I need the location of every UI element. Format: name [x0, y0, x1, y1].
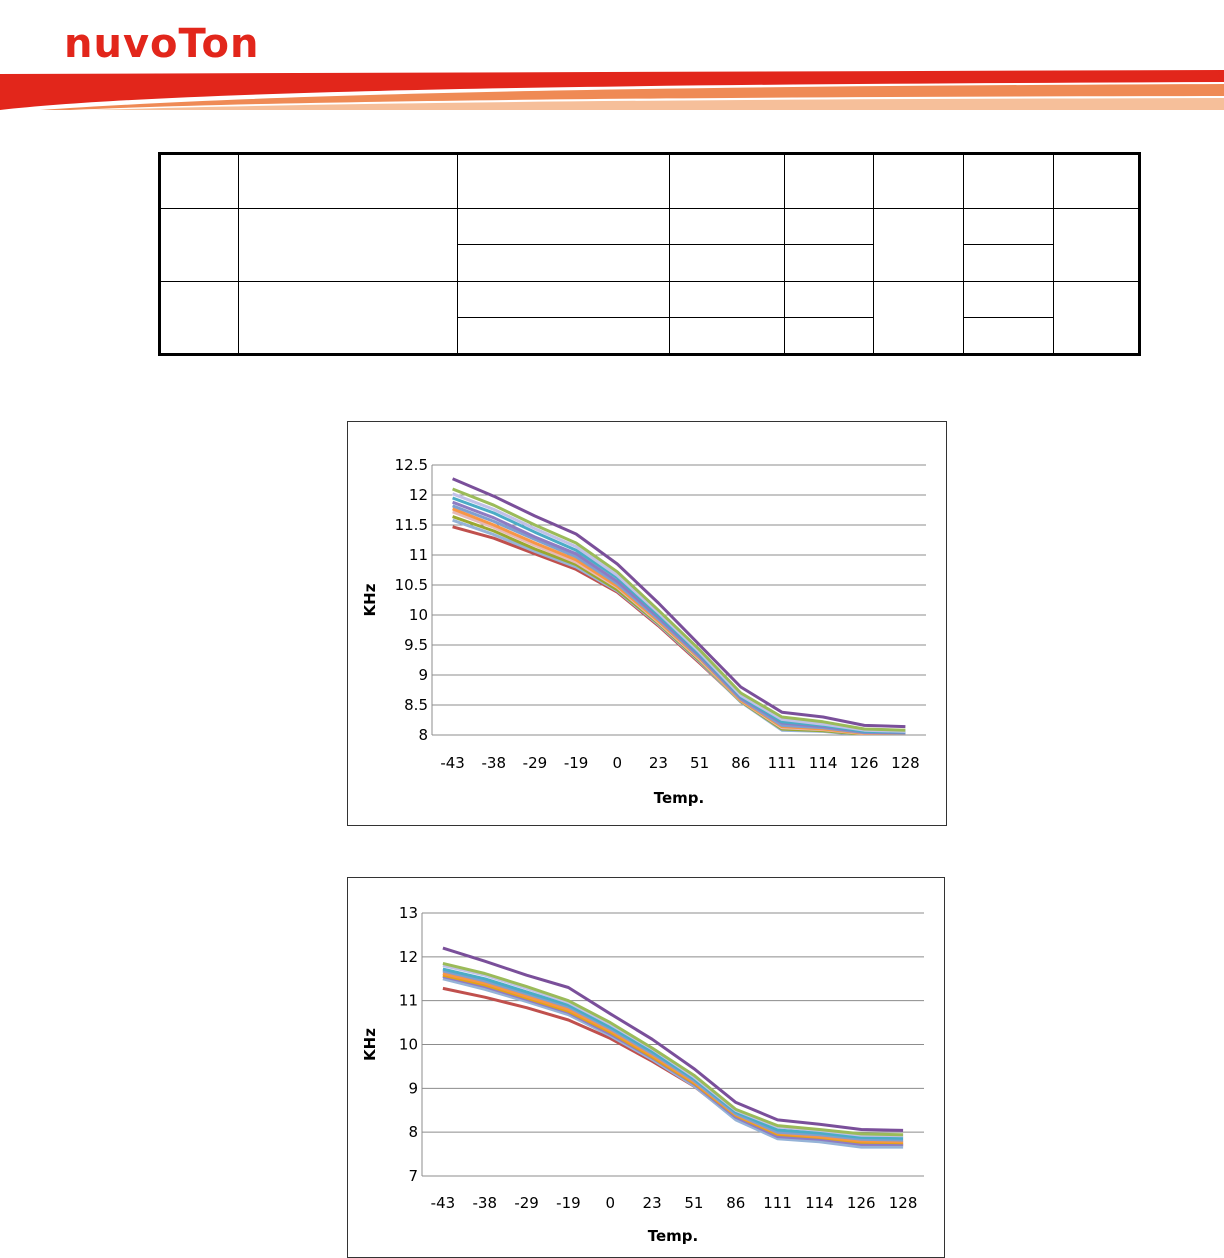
x-tick-label: 111	[763, 1194, 792, 1212]
x-tick-label: 51	[690, 754, 710, 772]
table-cell	[239, 282, 458, 355]
x-tick-label: -43	[440, 754, 465, 772]
table-cell	[670, 282, 785, 318]
y-tick-label: 8	[418, 726, 428, 744]
table-cell	[458, 318, 670, 355]
table-cell	[670, 318, 785, 355]
x-axis-title: Temp.	[647, 1227, 699, 1245]
header-stripes	[0, 0, 1224, 115]
table-cell	[458, 282, 670, 318]
y-tick-label: 9	[418, 666, 428, 684]
y-tick-label: 12	[398, 947, 418, 966]
table-cell	[874, 154, 964, 209]
x-tick-label: 126	[846, 1194, 876, 1212]
table-cell	[785, 154, 874, 209]
table-cell	[874, 209, 964, 282]
x-tick-label: -43	[430, 1194, 456, 1212]
table-row	[160, 209, 1140, 245]
table-cell	[964, 209, 1054, 245]
chart-svg-2	[348, 878, 944, 1257]
y-tick-label: 9	[408, 1079, 418, 1098]
y-axis-title: KHz	[361, 583, 379, 617]
y-tick-label: 11	[398, 991, 418, 1010]
table-cell	[964, 318, 1054, 355]
chart-frequency-vs-temp-1	[347, 421, 947, 826]
table-cell	[1054, 154, 1140, 209]
table-cell	[785, 209, 874, 245]
table-cell	[964, 245, 1054, 282]
table-cell	[160, 154, 239, 209]
x-tick-label: -29	[522, 754, 548, 772]
table-cell	[458, 209, 670, 245]
y-tick-label: 11.5	[394, 516, 428, 534]
x-tick-label: 0	[612, 754, 623, 772]
x-tick-label: 111	[767, 754, 797, 772]
x-tick-label: -19	[556, 1194, 581, 1212]
y-tick-label: 11	[408, 546, 428, 564]
x-tick-label: 86	[731, 754, 751, 772]
y-tick-label: 9.5	[404, 636, 428, 654]
table-cell	[1054, 282, 1140, 355]
y-tick-label: 8	[408, 1123, 418, 1142]
table-cell	[874, 282, 964, 355]
table-cell	[160, 209, 239, 282]
chart-frequency-vs-temp-2	[347, 877, 945, 1258]
table-cell	[670, 154, 785, 209]
x-tick-label: 128	[888, 1194, 918, 1212]
table-cell	[239, 209, 458, 282]
x-axis-title: Temp.	[653, 789, 705, 807]
x-tick-label: 0	[605, 1194, 616, 1212]
y-tick-label: 10.5	[394, 576, 428, 594]
y-tick-label: 13	[398, 904, 418, 922]
table-cell	[458, 245, 670, 282]
table-cell	[785, 245, 874, 282]
table-cell	[1054, 209, 1140, 282]
x-tick-label: 128	[891, 754, 920, 772]
y-axis-title: KHz	[361, 1028, 379, 1061]
chart-svg-1	[348, 422, 946, 825]
series-line	[453, 520, 906, 735]
series-line	[443, 948, 903, 1130]
x-tick-label: 114	[805, 1194, 834, 1212]
table-cell	[239, 154, 458, 209]
table-header-row	[160, 154, 1140, 209]
table-cell	[670, 209, 785, 245]
y-tick-label: 12	[408, 486, 428, 504]
brand-logo: nuvoTon	[64, 21, 260, 67]
x-tick-label: 126	[849, 754, 879, 772]
page-header	[0, 0, 1224, 115]
y-tick-label: 12.5	[394, 456, 428, 474]
x-tick-label: -19	[563, 754, 589, 772]
x-tick-label: 86	[726, 1194, 746, 1212]
table-cell	[670, 245, 785, 282]
table-cell	[160, 282, 239, 355]
x-tick-label: -38	[472, 1194, 497, 1212]
table-cell	[785, 282, 874, 318]
x-tick-label: -38	[481, 754, 506, 772]
x-tick-label: -29	[514, 1194, 539, 1212]
x-tick-label: 23	[642, 1194, 662, 1212]
table-row	[160, 282, 1140, 318]
series-line	[453, 479, 906, 727]
x-tick-label: 114	[808, 754, 838, 772]
table-cell	[785, 318, 874, 355]
table-cell	[964, 154, 1054, 209]
table-cell	[964, 282, 1054, 318]
x-tick-label: 51	[684, 1194, 704, 1212]
x-tick-label: 23	[648, 754, 668, 772]
y-tick-label: 7	[408, 1167, 418, 1185]
y-tick-label: 8.5	[404, 696, 428, 714]
table-cell	[458, 154, 670, 209]
spec-table	[158, 152, 1141, 356]
y-tick-label: 10	[398, 1035, 418, 1054]
y-tick-label: 10	[408, 606, 428, 624]
